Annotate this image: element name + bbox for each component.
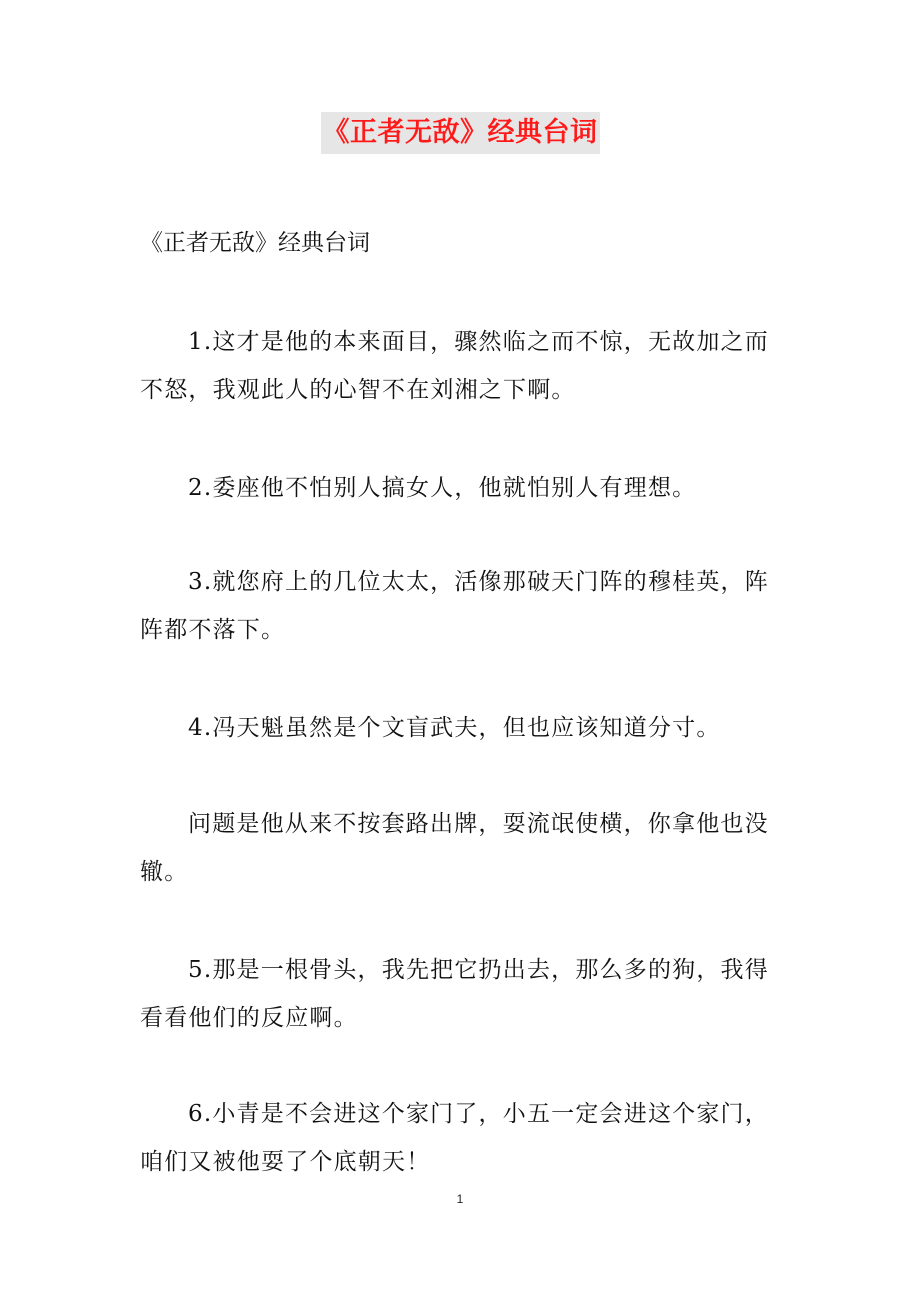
quote-paragraph-1: 1.这才是他的本来面目，骤然临之而不惊，无故加之而不怒，我观此人的心智不在刘湘之下啊。	[140, 329, 769, 403]
title-container	[0, 112, 920, 154]
quote-paragraph-6: 6.小青是不会进这个家门了，小五一定会进这个家门，咱们又被他耍了个底朝天！	[140, 1101, 769, 1175]
quote-paragraph-4: 4.冯天魁虽然是个文盲武夫，但也应该知道分寸。	[188, 715, 721, 741]
quote-paragraph-3: 3.就您府上的几位太太，活像那破天门阵的穆桂英，阵阵都不落下。	[140, 569, 769, 643]
quote-paragraph-2: 2.委座他不怕别人搞女人，他就怕别人有理想。	[188, 475, 697, 501]
quote-paragraph-5: 5.那是一根骨头，我先把它扔出去，那么多的狗，我得看看他们的反应啊。	[140, 957, 769, 1031]
page-number: 1	[456, 1192, 464, 1206]
quote-paragraph-4-continued: 问题是他从来不按套路出牌，耍流氓使横，你拿他也没辙。	[140, 811, 769, 885]
document-title: 《正者无敌》经典台词	[321, 112, 600, 154]
document-subtitle: 《正者无敌》经典台词	[140, 230, 370, 256]
